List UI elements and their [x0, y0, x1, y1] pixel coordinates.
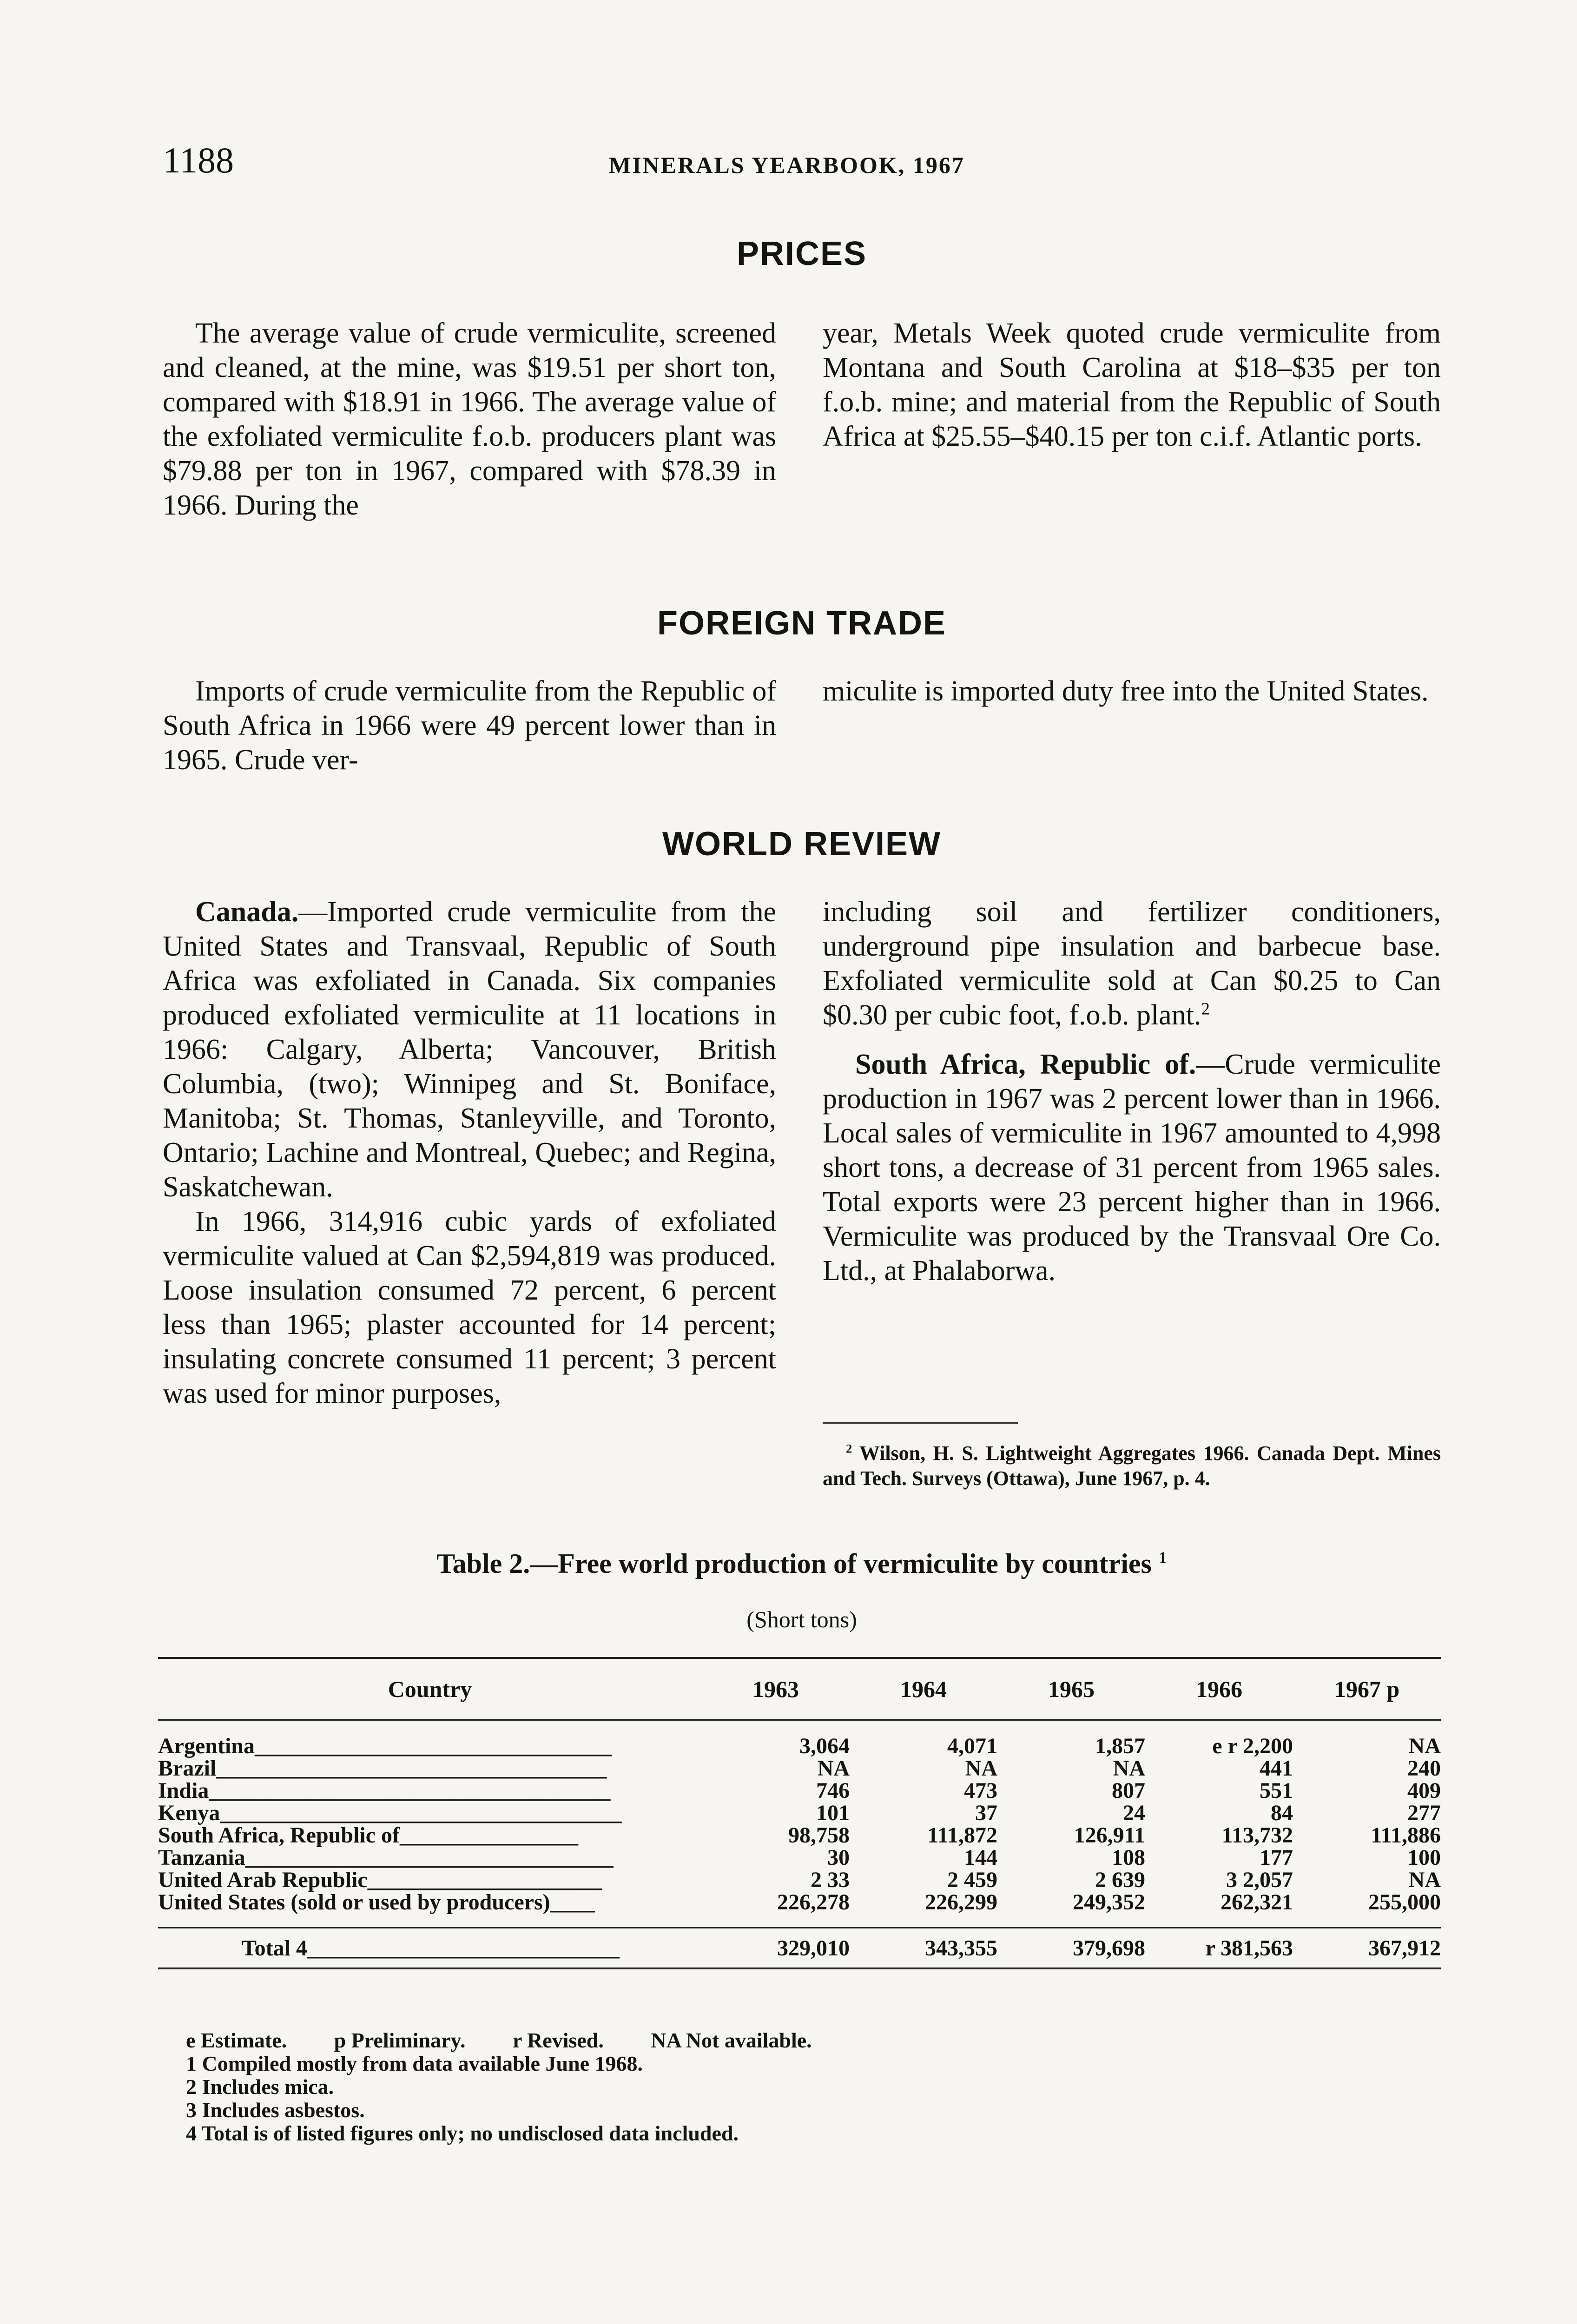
page-footnote-body: Wilson, H. S. Lightweight Aggregates 1966. Canada Dept. Mines and Tech. Surveys (Ottawa), June 1967, p. 4. — [823, 1442, 1441, 1490]
table-row — [158, 1868, 1441, 1891]
page-footnote-mark: 2 — [846, 1441, 852, 1456]
total-1966: r 381,563 — [1205, 1935, 1293, 1961]
cell-1965: NA — [1113, 1756, 1145, 1781]
table-footnote-4: 4 Total is of listed figures only; no undisclosed data included. — [186, 2121, 739, 2145]
canada-paragraph-3 — [823, 895, 1441, 1032]
table-row — [158, 1735, 1441, 1757]
canada-paragraph-3-text: including soil and fertilizer conditioners, underground pipe insulation and barbecue base. Exfoliated vermiculite sold at Can $0.25 to Can $0.30 per cubic foot, f.o.b. plant. — [823, 896, 1441, 1031]
prices-paragraph-1: The average value of crude vermiculite, screened and cleaned, at the mine, was $19.51 per short ton, compared with $18.91 in 1966. The average value of the exfoliated vermiculite f.o.b. producers plant was $79.88 per ton in 1967, compared with $78.39 in 1966. During the — [163, 317, 776, 521]
prices-heading: PRICES — [736, 235, 867, 272]
cell-1963: 98,758 — [788, 1822, 850, 1848]
table-footnote-1: 1 Compiled mostly from data available June 1968. — [186, 2052, 643, 2075]
cell-1964: 37 — [975, 1800, 997, 1825]
world-review-right-column — [823, 895, 1441, 1288]
cell-1964: 226,299 — [925, 1889, 997, 1915]
column-header-country: Country — [388, 1676, 472, 1702]
page-footnote — [823, 1441, 1441, 1491]
footnote-ref-2: 2 — [1201, 999, 1210, 1019]
foreign-trade-heading: FOREIGN TRADE — [657, 605, 946, 642]
table-footnote-3: 3 Includes asbestos. — [186, 2098, 365, 2122]
table-caption-ref: 1 — [1158, 1548, 1167, 1567]
cell-1964: NA — [965, 1756, 997, 1781]
cell-1966: 177 — [1260, 1845, 1293, 1870]
cell-1963: NA — [817, 1756, 850, 1781]
cell-1967: 111,886 — [1371, 1822, 1441, 1848]
total-1963: 329,010 — [777, 1935, 850, 1961]
table-legend — [186, 2029, 1441, 2052]
cell-1965: 108 — [1112, 1845, 1145, 1870]
row-country: Argentina________________________________ — [158, 1733, 612, 1758]
cell-1965: 126,911 — [1074, 1822, 1145, 1848]
cell-1965: 249,352 — [1073, 1889, 1145, 1915]
cell-1966: 441 — [1260, 1756, 1293, 1781]
cell-1967: NA — [1408, 1733, 1441, 1758]
foreign-trade-left-column — [163, 674, 776, 777]
row-country: India____________________________________ — [158, 1778, 611, 1803]
prices-paragraph-2: year, Metals Week quoted crude vermiculite from Montana and South Carolina at $18–$35 per ton f.o.b. mine; and material from the Republic of South Africa at $25.55–$40.15 per ton c.i.f. Atlantic ports. — [823, 317, 1441, 452]
cell-1965: 24 — [1123, 1800, 1145, 1825]
table-bottom-rule — [158, 1967, 1441, 1969]
cell-1967: 255,000 — [1368, 1889, 1441, 1915]
legend-estimate: e Estimate. — [186, 2028, 287, 2052]
total-1965: 379,698 — [1073, 1935, 1145, 1961]
table-footnotes — [186, 2029, 1441, 2145]
row-country: United Arab Republic_____________________ — [158, 1867, 602, 1892]
running-header — [163, 139, 1441, 195]
cell-1964: 2 459 — [947, 1867, 997, 1892]
prices-left-column — [163, 316, 776, 522]
table-body — [158, 1721, 1441, 1927]
cell-1966: 113,732 — [1221, 1822, 1293, 1848]
footnote-divider — [823, 1422, 1018, 1424]
world-review-left-column — [163, 895, 776, 1411]
table-header-row — [158, 1659, 1441, 1719]
column-header-1966: 1966 — [1196, 1676, 1242, 1702]
table-row — [158, 1757, 1441, 1779]
cell-1965: 1,857 — [1095, 1733, 1145, 1758]
legend-revised: r Revised. — [512, 2028, 604, 2052]
canada-paragraph-2: In 1966, 314,916 cubic yards of exfoliated vermiculite valued at Can $2,594,819 was produced. Loose insulation consumed 72 percent, 6 percent less than 1965; plaster accounted for 14 percent; insulating concrete consumed 11 percent; 3 percent was used for minor purposes, — [163, 1206, 776, 1409]
cell-1966: 3 2,057 — [1226, 1867, 1293, 1892]
cell-1964: 473 — [964, 1778, 997, 1803]
cell-1967: 100 — [1407, 1845, 1441, 1870]
page-number: 1188 — [163, 140, 234, 180]
south-africa-lead: South Africa, Republic of. — [855, 1049, 1196, 1080]
cell-1967: 409 — [1407, 1778, 1441, 1803]
table-total-row — [158, 1928, 1441, 1967]
cell-1965: 807 — [1112, 1778, 1145, 1803]
cell-1963: 101 — [816, 1800, 850, 1825]
cell-1964: 4,071 — [947, 1733, 997, 1758]
cell-1963: 746 — [816, 1778, 850, 1803]
canada-paragraph-1 — [163, 895, 776, 1204]
canada-lead: Canada. — [195, 896, 299, 928]
table-units: (Short tons) — [746, 1606, 857, 1632]
cell-1966: 262,321 — [1221, 1889, 1293, 1915]
row-country: Brazil___________________________________ — [158, 1756, 607, 1781]
column-header-1967: 1967 p — [1334, 1676, 1400, 1702]
south-africa-paragraph — [823, 1047, 1441, 1288]
row-country: Tanzania_________________________________ — [158, 1845, 614, 1870]
cell-1963: 30 — [827, 1845, 850, 1870]
cell-1963: 3,064 — [799, 1733, 850, 1758]
foreign-trade-paragraph-2: miculite is imported duty free into the United States. — [823, 675, 1429, 707]
south-africa-paragraph-text: —Crude vermiculite production in 1967 was 2 percent lower than in 1966. Local sales of vermiculite in 1967 amounted to 4,998 short tons, a decrease of 31 percent from 1965 sales. Total exports were 23 percent higher than in 1966. Vermiculite was produced by the Transvaal Ore Co. Ltd., at Phalaborwa. — [823, 1049, 1441, 1287]
world-review-heading: WORLD REVIEW — [662, 825, 941, 863]
total-label: Total 4____________________________ — [242, 1935, 620, 1961]
column-header-1963: 1963 — [752, 1676, 799, 1702]
foreign-trade-right-column — [823, 674, 1441, 708]
running-title: MINERALS YEARBOOK, 1967 — [609, 152, 965, 178]
total-1967: 367,912 — [1368, 1935, 1441, 1961]
table-footnote-2: 2 Includes mica. — [186, 2075, 334, 2099]
canada-paragraph-1-text: —Imported crude vermiculite from the United States and Transvaal, Republic of South Africa was exfoliated in Canada. Six companies produced exfoliated vermiculite at 11 locations in 1966: Calgary, Alberta; Vancouver, British Columbia, (two); Winnipeg and St. Boniface, Manitoba; St. Thomas, Stanleyville, and Toronto, Ontario; Lachine and Montreal, Quebec; and Regina, Saskatchewan. — [163, 896, 776, 1203]
row-country: Kenya____________________________________ — [158, 1800, 622, 1825]
total-1964: 343,355 — [925, 1935, 997, 1961]
cell-1964: 144 — [964, 1845, 997, 1870]
cell-1966: 551 — [1260, 1778, 1293, 1803]
table-caption — [163, 1548, 1441, 1580]
prices-right-column — [823, 316, 1441, 454]
page-footnote-text — [823, 1441, 1441, 1491]
table-row — [158, 1846, 1441, 1868]
row-country: South Africa, Republic of________________ — [158, 1822, 579, 1848]
cell-1964: 111,872 — [927, 1822, 997, 1848]
cell-1963: 226,278 — [777, 1889, 850, 1915]
production-table — [158, 1657, 1441, 1969]
table-row — [158, 1891, 1441, 1913]
table-row — [158, 1824, 1441, 1846]
cell-1963: 2 33 — [811, 1867, 850, 1892]
column-header-1964: 1964 — [900, 1676, 947, 1702]
cell-1966: 84 — [1271, 1800, 1293, 1825]
table-row — [158, 1779, 1441, 1802]
cell-1966: e r 2,200 — [1212, 1733, 1293, 1758]
cell-1967: 277 — [1407, 1800, 1441, 1825]
table-caption-text: Table 2.—Free world production of vermiculite by countries — [436, 1548, 1152, 1579]
cell-1967: NA — [1408, 1867, 1441, 1892]
table-row — [158, 1802, 1441, 1824]
foreign-trade-paragraph-1: Imports of crude vermiculite from the Republic of South Africa in 1966 were 49 percent lower than in 1965. Crude ver- — [163, 675, 776, 776]
row-country: United States (sold or used by producers)____ — [158, 1889, 595, 1915]
cell-1967: 240 — [1407, 1756, 1441, 1781]
column-header-1965: 1965 — [1048, 1676, 1095, 1702]
legend-not-available: NA Not available. — [651, 2028, 812, 2052]
cell-1965: 2 639 — [1095, 1867, 1145, 1892]
legend-preliminary: p Preliminary. — [334, 2028, 466, 2052]
